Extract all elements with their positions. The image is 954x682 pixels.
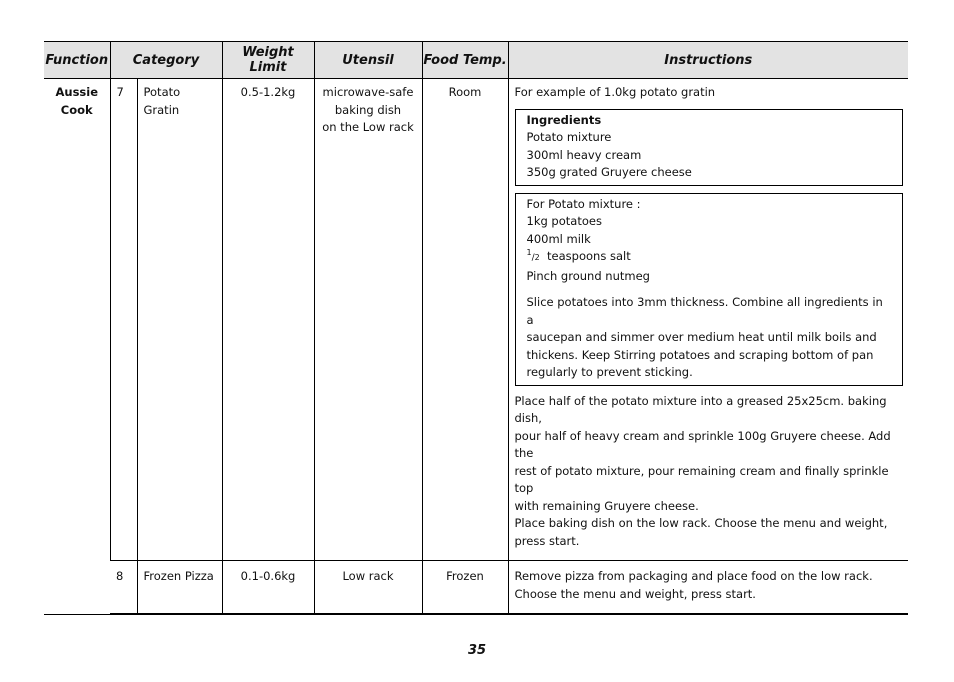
- cooking-table-container: [44, 41, 908, 615]
- utensil-line: microwave-safe: [322, 85, 414, 99]
- instructions-intro: For example of 1.0kg potato gratin: [514, 85, 716, 99]
- final-steps: [515, 393, 903, 551]
- mixture-step-line: thickens. Keep Stirring potatoes and scraping bottom of pan: [526, 347, 874, 362]
- header-row: [44, 42, 908, 79]
- page-number: 35: [467, 643, 487, 658]
- food-temp-cell: Room: [422, 79, 508, 561]
- ingredient-item: Potato mixture: [526, 130, 612, 144]
- category-cell: Potato Gratin: [137, 79, 222, 561]
- ingredients-title: Ingredients: [526, 112, 602, 127]
- utensil-cell: Low rack: [314, 561, 422, 615]
- instruction-line: Remove pizza from packaging and place food on the low rack.: [514, 569, 873, 583]
- instruction-line: Choose the menu and weight, press start.: [514, 586, 756, 601]
- ingredient-item: 350g grated Gruyere cheese: [526, 165, 692, 179]
- instructions-cell: [508, 561, 908, 615]
- row-number: 8: [110, 561, 137, 615]
- final-step-line: Place half of the potato mixture into a greased 25x25cm. baking dish,: [514, 393, 887, 425]
- header-weight-limit: Weight Limit: [222, 42, 314, 79]
- header-food-temp: Food Temp.: [422, 42, 508, 79]
- weight-limit-cell: 0.5-1.2kg: [222, 79, 314, 561]
- ingredients-box: [515, 109, 904, 186]
- category-cell: Frozen Pizza: [137, 561, 222, 615]
- utensil-cell: [314, 79, 422, 561]
- nutmeg-line: Pinch ground nutmeg: [526, 268, 650, 283]
- mixture-step-line: Slice potatoes into 3mm thickness. Combine all ingredients in a: [526, 295, 883, 327]
- function-cell: [44, 79, 110, 615]
- ingredient-item: 300ml heavy cream: [526, 147, 642, 162]
- mixture-item: 1kg potatoes: [526, 214, 602, 228]
- final-step-line: pour half of heavy cream and sprinkle 100g Gruyere cheese. Add the: [514, 428, 891, 460]
- header-instructions: Instructions: [508, 42, 908, 79]
- final-step-line: rest of potato mixture, pour remaining cream and finally sprinkle top: [514, 463, 889, 495]
- fraction-numerator: 1: [526, 248, 532, 258]
- salt-line: [527, 248, 893, 268]
- header-function: Function: [44, 42, 110, 79]
- salt-text: teaspoons salt: [547, 249, 631, 263]
- potato-mixture-box: [515, 193, 904, 386]
- header-utensil: Utensil: [314, 42, 422, 79]
- weight-limit-cell: 0.1-0.6kg: [222, 561, 314, 615]
- header-category: Category: [110, 42, 222, 79]
- utensil-line: on the Low rack: [322, 120, 414, 134]
- utensil-line: baking dish: [334, 102, 402, 117]
- fraction-slash: /: [531, 253, 535, 263]
- function-name-line2: Cook: [60, 102, 93, 117]
- mixture-title: For Potato mixture :: [526, 196, 641, 211]
- cooking-table: [44, 41, 908, 615]
- instructions-cell: [508, 79, 908, 561]
- food-temp-cell: Frozen: [422, 561, 508, 615]
- final-step-line: press start.: [514, 533, 580, 548]
- final-step-line: Place baking dish on the low rack. Choose the menu and weight,: [514, 516, 888, 530]
- final-step-line: with remaining Gruyere cheese.: [514, 498, 699, 513]
- mixture-item: 400ml milk: [526, 231, 591, 246]
- table-row: [44, 79, 908, 561]
- row-number: 7: [110, 79, 137, 561]
- mixture-step-line: regularly to prevent sticking.: [526, 365, 693, 379]
- fraction-denominator: 2: [534, 253, 540, 262]
- mixture-step-line: saucepan and simmer over medium heat until milk boils and: [526, 330, 877, 344]
- function-name-line1: Aussie: [55, 85, 99, 99]
- table-row: [44, 561, 908, 615]
